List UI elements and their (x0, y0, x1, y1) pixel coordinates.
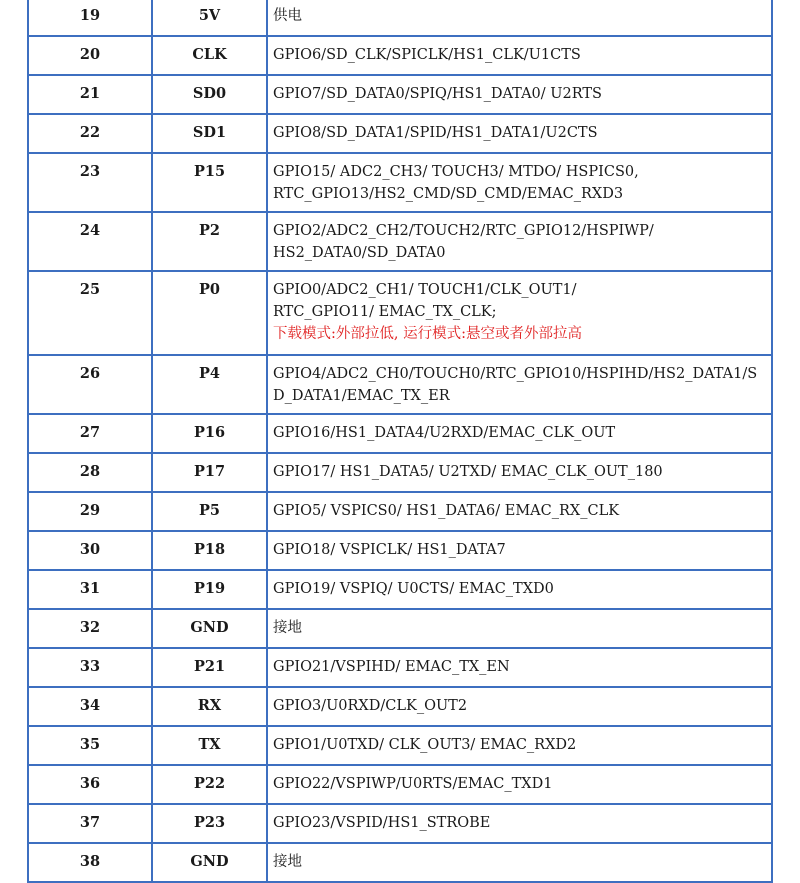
table-row (28, 271, 772, 355)
pin-function (267, 114, 772, 153)
pin-number: 26 (28, 355, 152, 414)
pin-number: 19 (28, 0, 152, 36)
boot-mode-note: 下载模式:外部拉低, 运行模式:悬空或者外部拉高 (273, 326, 582, 342)
pin-name: P21 (152, 648, 267, 687)
pin-number: 38 (28, 843, 152, 882)
pin-function (267, 414, 772, 453)
table-row (28, 355, 772, 414)
pin-name: P17 (152, 453, 267, 492)
table-row (28, 609, 772, 648)
pin-name: GND (152, 609, 267, 648)
pin-function-line: GPIO16/HS1_DATA4/U2RXD/EMAC_CLK_OUT (273, 425, 616, 441)
pin-function-line: GPIO22/VSPIWP/U0RTS/EMAC_TXD1 (273, 776, 553, 792)
pin-function (267, 453, 772, 492)
pin-number: 29 (28, 492, 152, 531)
pin-function-line: HS2_DATA0/SD_DATA0 (273, 245, 446, 261)
pin-name: P15 (152, 153, 267, 212)
pin-name: P22 (152, 765, 267, 804)
pin-number: 34 (28, 687, 152, 726)
pin-name: P4 (152, 355, 267, 414)
table-row (28, 531, 772, 570)
pin-function-line: GPIO18/ VSPICLK/ HS1_DATA7 (273, 542, 506, 558)
pin-number: 28 (28, 453, 152, 492)
pin-function-line: GPIO4/ADC2_CH0/TOUCH0/RTC_GPIO10/HSPIHD/HS2_DATA1/S (273, 366, 758, 382)
table-row (28, 765, 772, 804)
pin-number: 36 (28, 765, 152, 804)
pin-name: GND (152, 843, 267, 882)
pin-function-line: RTC_GPIO13/HS2_CMD/SD_CMD/EMAC_RXD3 (273, 186, 624, 202)
table-row (28, 687, 772, 726)
pin-number: 23 (28, 153, 152, 212)
pin-function (267, 570, 772, 609)
table-row (28, 36, 772, 75)
pin-function (267, 153, 772, 212)
pin-name: P16 (152, 414, 267, 453)
pin-function (267, 0, 772, 36)
table-row (28, 648, 772, 687)
pin-number: 37 (28, 804, 152, 843)
table-row (28, 843, 772, 882)
table-row (28, 414, 772, 453)
pin-function-line: GPIO5/ VSPICS0/ HS1_DATA6/ EMAC_RX_CLK (273, 503, 620, 519)
pin-function-line: GPIO23/VSPID/HS1_STROBE (273, 815, 491, 831)
pin-function (267, 687, 772, 726)
pin-function-line: GPIO21/VSPIHD/ EMAC_TX_EN (273, 659, 510, 675)
pin-name: P0 (152, 271, 267, 355)
table-row (28, 570, 772, 609)
pin-number: 35 (28, 726, 152, 765)
pin-function-line: GPIO8/SD_DATA1/SPID/HS1_DATA1/U2CTS (273, 125, 598, 141)
table-row (28, 453, 772, 492)
pin-function (267, 36, 772, 75)
pin-function-line: 供电 (273, 8, 302, 24)
pin-number: 20 (28, 36, 152, 75)
pin-function (267, 609, 772, 648)
pin-function-line: GPIO0/ADC2_CH1/ TOUCH1/CLK_OUT1/ (273, 282, 577, 298)
pin-function-line: GPIO6/SD_CLK/SPICLK/HS1_CLK/U1CTS (273, 47, 581, 63)
pin-number: 30 (28, 531, 152, 570)
pin-function-line: GPIO19/ VSPIQ/ U0CTS/ EMAC_TXD0 (273, 581, 554, 597)
pin-function-line: 接地 (273, 854, 302, 870)
pin-number: 27 (28, 414, 152, 453)
pin-name: P19 (152, 570, 267, 609)
table-row (28, 0, 772, 36)
pin-name: CLK (152, 36, 267, 75)
table-row (28, 114, 772, 153)
table-row (28, 726, 772, 765)
pin-name: 5V (152, 0, 267, 36)
pin-number: 21 (28, 75, 152, 114)
pin-function-line: GPIO17/ HS1_DATA5/ U2TXD/ EMAC_CLK_OUT_180 (273, 464, 663, 480)
table-row (28, 804, 772, 843)
pin-function-line: GPIO1/U0TXD/ CLK_OUT3/ EMAC_RXD2 (273, 737, 577, 753)
pin-name: SD0 (152, 75, 267, 114)
table-row (28, 153, 772, 212)
pin-function (267, 492, 772, 531)
pin-number: 24 (28, 212, 152, 271)
pin-number: 32 (28, 609, 152, 648)
pin-function-line: D_DATA1/EMAC_TX_ER (273, 388, 450, 404)
pin-function-line: GPIO2/ADC2_CH2/TOUCH2/RTC_GPIO12/HSPIWP/ (273, 223, 654, 239)
pin-number: 25 (28, 271, 152, 355)
pin-function (267, 648, 772, 687)
pin-table-body (28, 0, 772, 882)
pin-table (27, 0, 773, 883)
pin-function (267, 355, 772, 414)
table-row (28, 492, 772, 531)
pin-function-line: 接地 (273, 620, 302, 636)
pin-function (267, 843, 772, 882)
pin-name: P18 (152, 531, 267, 570)
pin-function (267, 531, 772, 570)
pin-number: 33 (28, 648, 152, 687)
pin-function (267, 726, 772, 765)
pin-function-line: GPIO15/ ADC2_CH3/ TOUCH3/ MTDO/ HSPICS0, (273, 164, 639, 180)
pin-function-line: GPIO3/U0RXD/CLK_OUT2 (273, 698, 468, 714)
table-row (28, 75, 772, 114)
pin-number: 22 (28, 114, 152, 153)
pin-name: P23 (152, 804, 267, 843)
pin-function-line: RTC_GPIO11/ EMAC_TX_CLK; (273, 304, 497, 320)
pin-name: P5 (152, 492, 267, 531)
pin-function (267, 75, 772, 114)
pin-function (267, 271, 772, 355)
table-row (28, 212, 772, 271)
pin-number: 31 (28, 570, 152, 609)
pin-name: TX (152, 726, 267, 765)
pin-function (267, 212, 772, 271)
pin-name: P2 (152, 212, 267, 271)
pin-name: SD1 (152, 114, 267, 153)
pin-function-line: GPIO7/SD_DATA0/SPIQ/HS1_DATA0/ U2RTS (273, 86, 602, 102)
pin-function (267, 804, 772, 843)
pin-name: RX (152, 687, 267, 726)
pin-function (267, 765, 772, 804)
